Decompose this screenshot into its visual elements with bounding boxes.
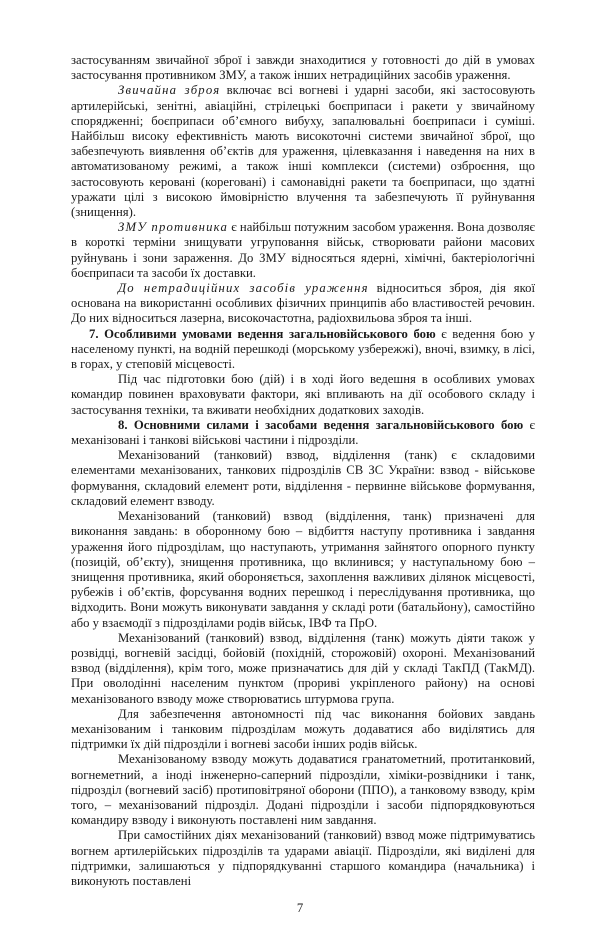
paragraph-wmd xyxy=(71,220,535,281)
section-8-heading: 8. Основними силами і засобами ведення загальновійськового бою xyxy=(118,417,524,432)
paragraph-text: є ведення бою у населеному пункті, на водній перешкоді (морському узбережжі), вночі, взимку, в лісі, в горах, у степовій місцевості. xyxy=(71,326,535,372)
paragraph xyxy=(71,828,535,889)
paragraph-text: включає всі вогневі і ударні засоби, які застосовують артилерійські, зенітні, авіаційні, стрілецькі боєприпаси і ракети у звичайному спорядженні; боєприпаси об’ємного вибуху, запалювальні боєприпаси і суміші. Найбільш високу ефективність мають високоточні системи звичайної зброї, що забезпечують виявлення об’єктів для ураження, цілевказання і наведення на них в автоматизованому режимі, а також інші комплекси (системи) озброєння, що застосовують керовані (кореговані) і самонавідні ракети та боєприпаси, що здатні уражати цілі з високою ймовірністю влучення та забезпечують її руйнування (знищення). xyxy=(71,83,535,220)
paragraph-text: Механізованому взводу можуть додаватися гранатометний, протитанковий, вогнеметний, а іноді інженерно-саперний підрозділи, хіміки-розвідники і танк, підрозділ (вогневий засіб) протиповітряної оборони (ППО), а танковому взводу, крім того, – механізований підрозділ. Додані підрозділи і засоби підпорядковуються командиру взводу і виконують поставлені ним завдання. xyxy=(71,752,535,828)
paragraph-text: є найбільш потужним засобом ураження. Вона дозволяє в короткі терміни знищувати угруповання військ, створювати райони масових руйнувань і зони зараження. До ЗМУ відносяться ядерні, хімічні, бактеріологічні боєприпаси та засоби їх доставки. xyxy=(71,220,535,280)
section-8 xyxy=(71,418,535,448)
document-body xyxy=(71,0,535,889)
paragraph xyxy=(71,509,535,631)
paragraph-text: Для забезпечення автономності під час виконання бойових завдань механізованим і танковим підрозділам можуть додаватися або виділятись для підтримки їх дій підрозділи і вогневі засоби інших родів військ. xyxy=(71,706,535,752)
paragraph-conventional-weapons xyxy=(71,83,535,220)
paragraph-nontraditional xyxy=(71,281,535,327)
paragraph-text: є механізовані і танкові військові частини і підрозділи. xyxy=(71,417,536,448)
paragraph xyxy=(71,707,535,753)
paragraph-text: Під час підготовки бою (дій) і в ході його ведешня в особливих умовах командир повинен враховувати фактори, які впливають на дії особового складу і застосування техніки, та вживати необхідних додаткових заходів. xyxy=(71,372,535,417)
paragraph-text: При самостійних діях механізований (танковий) взвод може підтримуватись вогнем артилерійських підрозділів та ударами авіації. Підрозділи, які виділені для підтримки, залишаються у підпорядкуванні старшого командира (начальника) і виконують поставлені xyxy=(71,828,535,888)
paragraph-text: Механізований (танковий) взвод, відділення (танк) можуть діяти також у розвідці, вогневій засідці, бойовій (похідній, сторожовій) охороні. Механізований взвод (відділення), крім того, може призначатись для дій у складі ТакПД (ТакМД). При оволодінні населеним пунктом (прориві укріпленого району) на основі механізованого взводу може створюватись штурмова група. xyxy=(71,630,535,706)
term-conventional-weapons: Звичайна зброя xyxy=(118,83,221,98)
paragraph xyxy=(71,448,535,509)
term-nontraditional: До нетрадиційних засобів ураження xyxy=(118,281,369,296)
paragraph-text: відноситься зброя, дія якої основана на використанні особливих фізичних принципів або властивостей речовин. До них відноситься лазерна, високочастотна, радіохвильова зброя та інші. xyxy=(71,281,535,326)
paragraph xyxy=(71,752,535,828)
paragraph-text: застосуванням звичайної зброї і завжди знаходитися у готовності до дій в умовах застосування противником ЗМУ, а також інших нетрадиційних засобів ураження. xyxy=(71,53,535,83)
section-7-heading: 7. Особливими умовами ведення загальновійськового бою xyxy=(89,326,436,341)
paragraph-text: Механізований (танковий) взвод, відділення (танк) є складовими елементами механізованих, танкових підрозділів СВ ЗС України: взвод - військове формування, складовий елемент роти, відділення - первинне військове формування, складовий елемент взводу. xyxy=(71,448,535,508)
paragraph xyxy=(71,372,535,418)
page-number: 7 xyxy=(296,901,304,916)
section-7 xyxy=(71,327,535,373)
paragraph-text: Механізований (танковий) взвод (відділення, танк) призначені для виконання завдань: в оборонному бою – відбиття наступу противника і завдання ураження його підрозділам, що наступають, утримання зайнятого опорного пункту (позицій, об’єкту), знищення противника, що вклинився; у наступальному бою – знищення противника, який обороняється, захоплення важливих ділянок місцевості, рубежів і об’єктів, форсування водних перешкод і переслідування противника, що відходить. Вони можуть виконувати завдання у складі роти (батальйону), самостійно або у взаємодії з підрозділами родів військ, ІВФ та ПрО. xyxy=(71,509,535,630)
paragraph-continuation xyxy=(71,53,535,83)
paragraph xyxy=(71,631,535,707)
term-wmd: ЗМУ противника xyxy=(118,220,229,235)
